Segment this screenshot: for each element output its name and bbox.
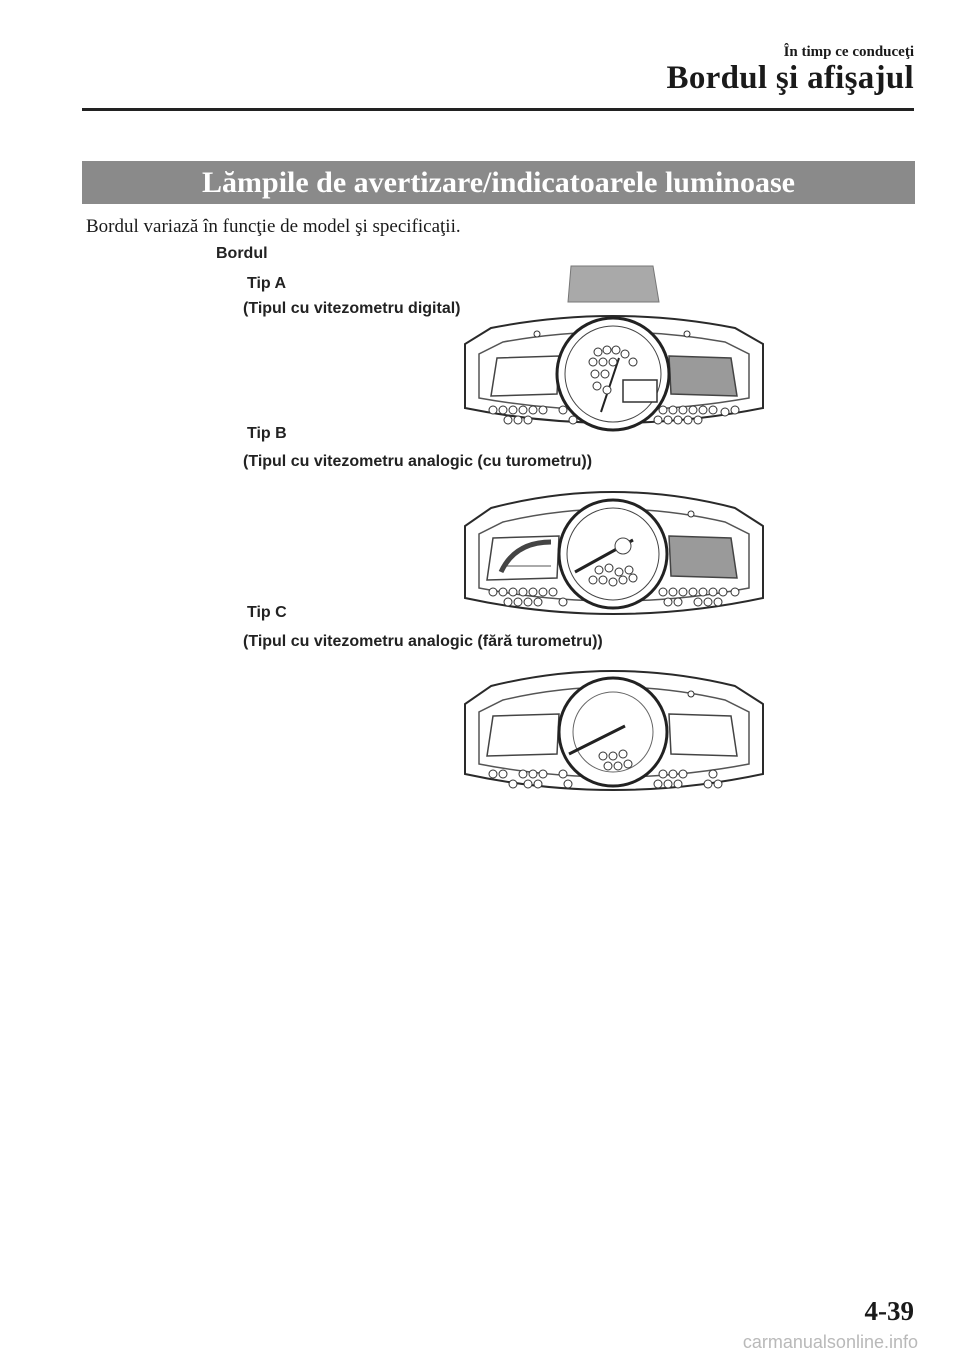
section-heading-text: Lămpile de avertizare/indicatoarele luminoase — [202, 165, 795, 199]
type-c-cluster-illustration — [463, 660, 765, 800]
page-title: Bordul şi afişajul — [666, 60, 914, 96]
type-a-cluster-illustration — [463, 262, 765, 434]
type-b-name: Tip B — [247, 425, 287, 442]
header-rule — [82, 108, 914, 111]
page-number: 4-39 — [864, 1296, 914, 1326]
intro-text: Bordul variază în funcţie de model şi specificaţii. — [86, 216, 461, 237]
section-heading — [82, 161, 915, 204]
type-a-name: Tip A — [247, 275, 287, 292]
figure-label: Bordul — [216, 245, 268, 262]
watermark: carmanualsonline.info — [742, 1332, 918, 1352]
chapter-title: În timp ce conduceţi — [783, 44, 914, 60]
type-b-cluster-illustration — [463, 480, 765, 628]
type-c-desc: (Tipul cu vitezometru analogic (fără turometru)) — [243, 633, 603, 650]
type-b-desc: (Tipul cu vitezometru analogic (cu turometru)) — [243, 453, 593, 470]
type-a-desc: (Tipul cu vitezometru digital) — [243, 300, 461, 317]
type-c-name: Tip C — [247, 604, 287, 621]
